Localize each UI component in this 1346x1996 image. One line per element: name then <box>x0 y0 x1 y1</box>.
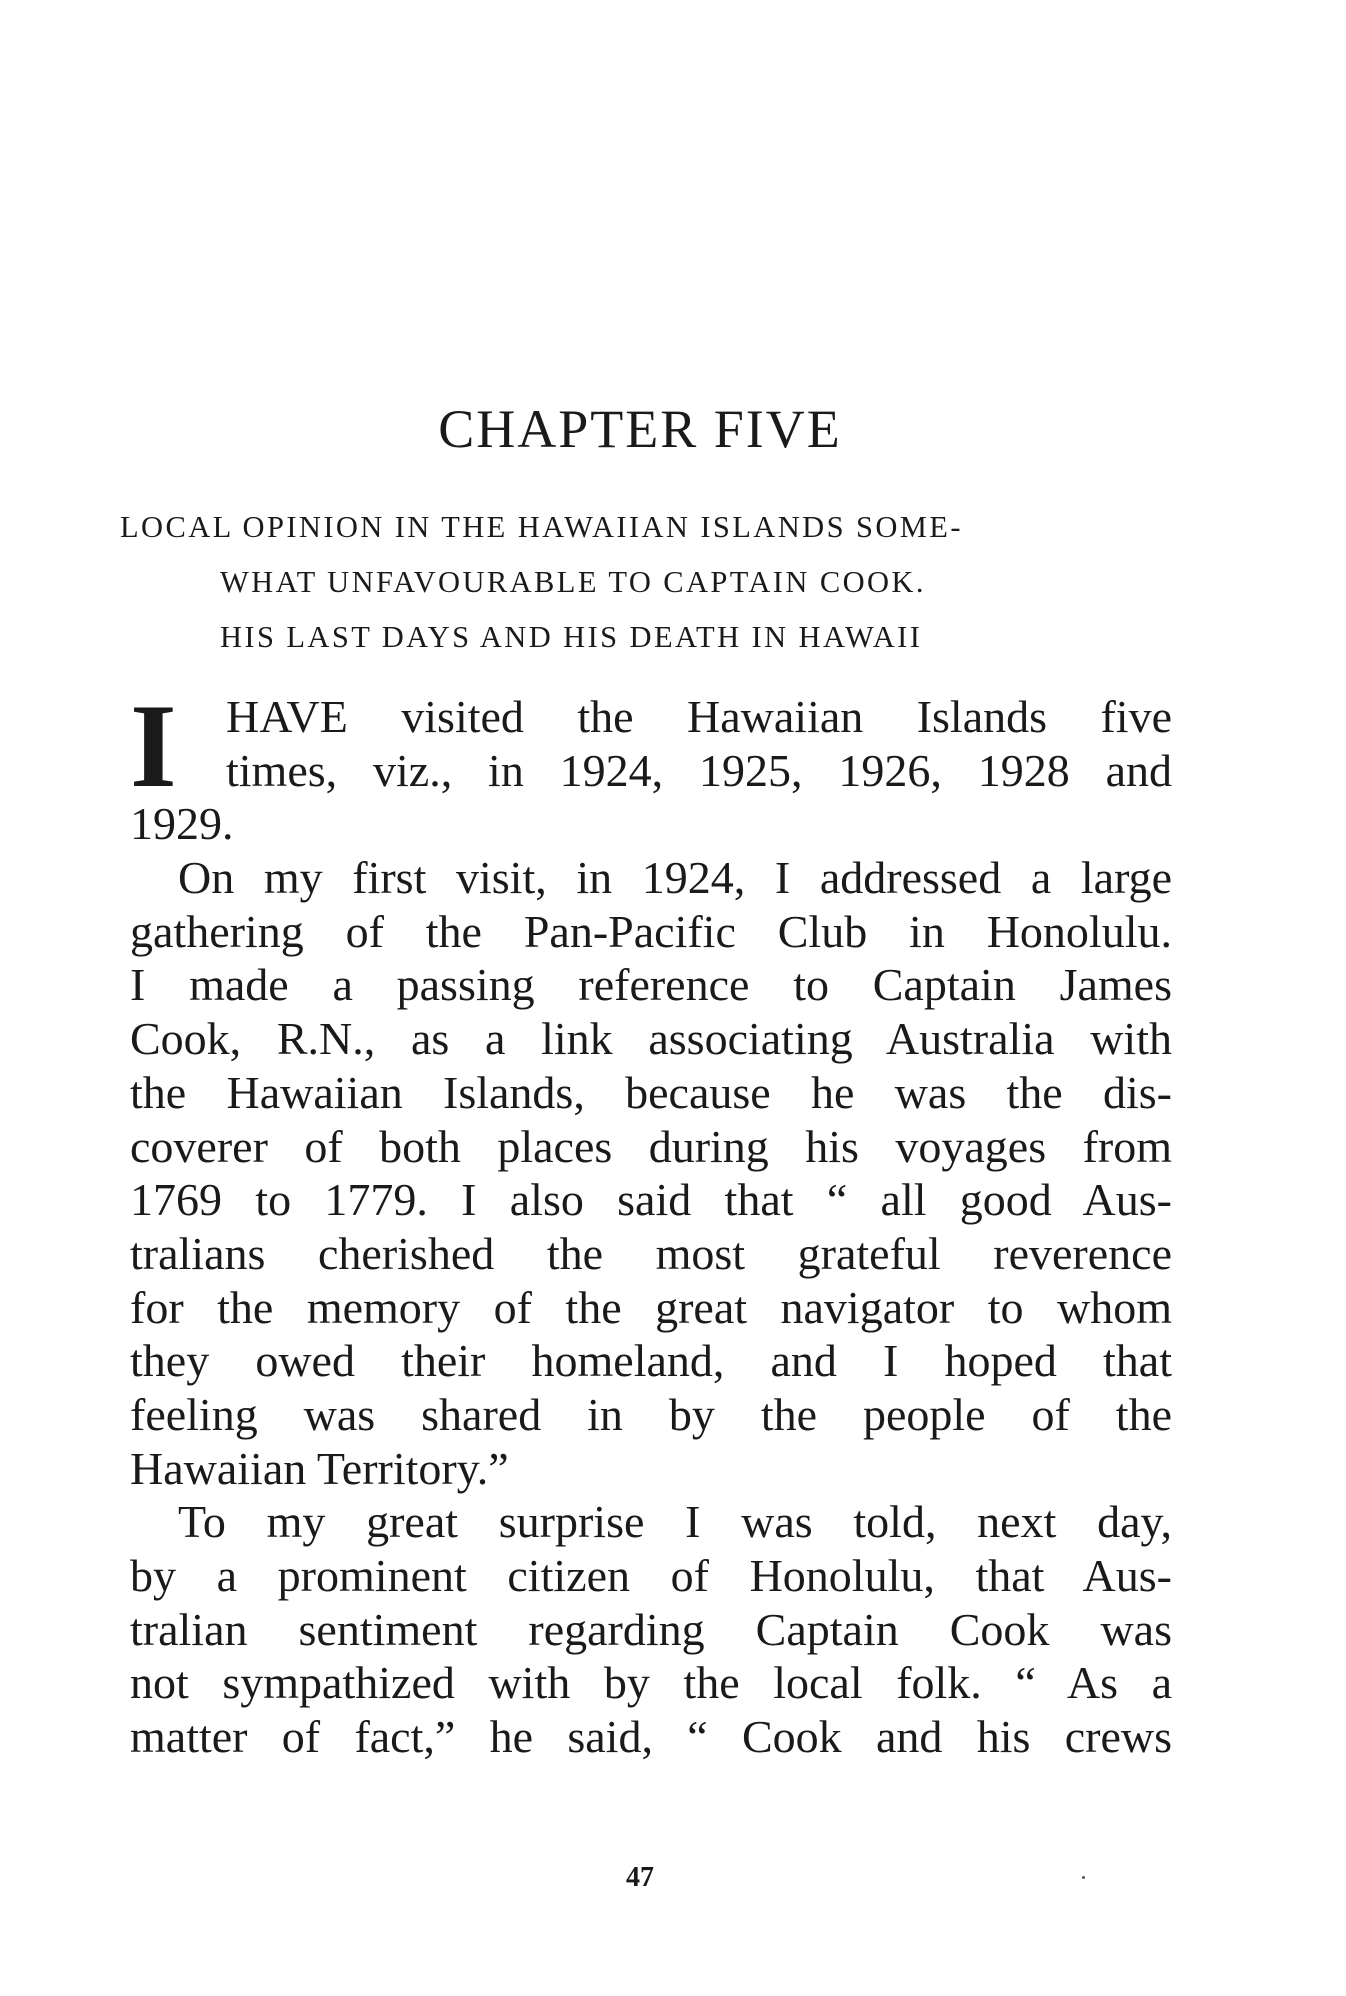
body-line: by a prominent citizen of Honolulu, that Aus- <box>130 1550 1172 1601</box>
body-text <box>130 679 1172 1764</box>
summary-line: WHAT UNFAVOURABLE TO CAPTAIN COOK. <box>220 565 926 599</box>
body-line: To my great surprise I was told, next day, <box>178 1496 1172 1548</box>
body-line: times, viz., in 1924, 1925, 1926, 1928 and <box>226 744 1172 796</box>
body-line: not sympathized with by the local folk. “ As a <box>130 1657 1172 1709</box>
body-line: the Hawaiian Islands, because he was the dis- <box>130 1066 1172 1118</box>
body-line: 1769 to 1779. I also said that “ all good Aus- <box>130 1174 1172 1226</box>
chapter-summary <box>120 500 1165 665</box>
body-line: tralians cherished the most grateful reverence <box>130 1227 1172 1279</box>
body-line: Hawaiian Territory.” <box>130 1442 509 1494</box>
body-line: for the memory of the great navigator to whom <box>130 1281 1172 1333</box>
page-number: 47 <box>626 1862 654 1893</box>
body-line: Cook, R.N., as a link associating Australia with <box>130 1013 1172 1065</box>
body-line: I made a passing reference to Captain James <box>130 959 1172 1011</box>
summary-line: HIS LAST DAYS AND HIS DEATH IN HAWAII <box>220 620 923 654</box>
body-line: tralian sentiment regarding Captain Cook was <box>130 1603 1172 1655</box>
print-speck <box>1082 1876 1085 1879</box>
body-line: matter of fact,” he said, “ Cook and his crews <box>130 1711 1172 1763</box>
body-line: On my first visit, in 1924, I addressed a large <box>178 852 1172 904</box>
chapter-title: CHAPTER FIVE <box>438 399 842 459</box>
body-line: coverer of both places during his voyages from <box>130 1120 1172 1172</box>
body-line: HAVE visited the Hawaiian Islands five <box>226 691 1172 742</box>
drop-cap: I <box>130 679 177 812</box>
body-line: feeling was shared in by the people of the <box>130 1388 1172 1440</box>
body-line: they owed their homeland, and I hoped that <box>130 1335 1172 1387</box>
body-line: 1929. <box>130 798 234 850</box>
summary-line: LOCAL OPINION IN THE HAWAIIAN ISLANDS SOME- <box>120 510 963 544</box>
body-line: gathering of the Pan-Pacific Club in Honolulu. <box>130 905 1172 957</box>
